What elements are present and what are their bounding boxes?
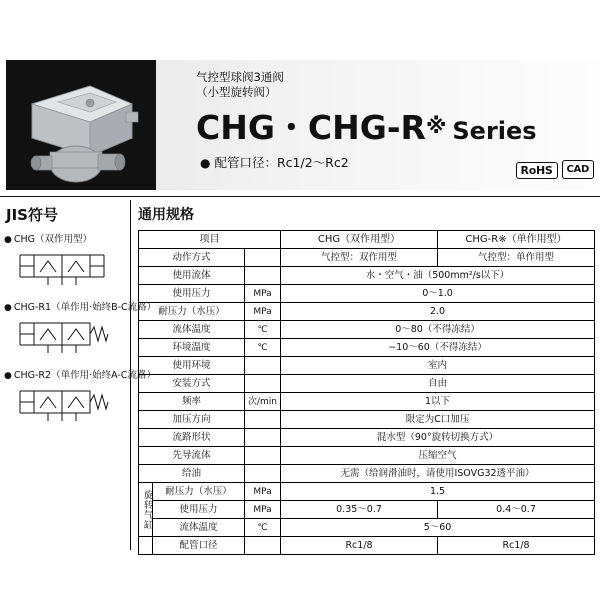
table-header-row xyxy=(139,231,595,249)
row-item-label: 使用流体 xyxy=(139,267,245,285)
jis-label-chg-r2-text: CHG-R2（单作用·始终A-C流路） xyxy=(13,370,156,381)
table-row xyxy=(139,465,595,483)
row-unit xyxy=(245,465,281,483)
row-unit: MPa xyxy=(245,483,281,501)
row-value-chgr: 0.4～0.7 xyxy=(438,501,595,519)
row-item-label: 流体温度 xyxy=(139,321,245,339)
col-header-chgr: CHG-R※（单作用型） xyxy=(438,231,595,249)
row-item-label: 使用压力 xyxy=(139,285,245,303)
table-row xyxy=(139,483,595,501)
row-value-merged: −10～60（不得冻结） xyxy=(281,339,595,357)
header-divider xyxy=(0,196,600,197)
bullet-icon: ● xyxy=(4,235,12,245)
spec-section xyxy=(138,204,594,555)
table-row xyxy=(139,375,595,393)
rotary-group-label: 旋转气缸 xyxy=(139,483,153,537)
bullet-icon: ● xyxy=(200,156,211,170)
badge-group xyxy=(516,160,594,179)
row-value-chgr: Rc1/8 xyxy=(438,537,595,555)
bullet-icon: ● xyxy=(4,371,12,381)
table-row xyxy=(139,501,595,519)
jis-symbol-section xyxy=(4,204,157,433)
jis-label-chg xyxy=(4,231,130,245)
row-value-merged: 压缩空气 xyxy=(281,447,595,465)
row-item-label: 给油 xyxy=(139,465,245,483)
header xyxy=(0,60,600,190)
row-unit: MPa xyxy=(245,501,281,519)
row-item-label: 流路形状 xyxy=(139,429,245,447)
table-row xyxy=(139,321,595,339)
port-size-text: 配管口径：Rc1/2～Rc2 xyxy=(214,155,349,170)
row-value-merged: 无需（给润滑油时，请使用ISOVG32透平油） xyxy=(281,465,595,483)
jis-label-chg-text: CHG（双作用型） xyxy=(13,234,92,245)
row-value-merged: 5～60 xyxy=(281,519,595,537)
col-header-chg: CHG（双作用型） xyxy=(281,231,438,249)
table-row xyxy=(139,339,595,357)
row-item-label: 动作方式 xyxy=(139,249,245,267)
row-item-label: 频率 xyxy=(139,393,245,411)
row-value-merged: 混水型（90°旋转切换方式） xyxy=(281,429,595,447)
row-value-merged: 自由 xyxy=(281,375,595,393)
title-series-text: Series xyxy=(452,117,537,145)
row-unit xyxy=(245,375,281,393)
rohs-badge: RoHS xyxy=(516,162,558,179)
row-unit xyxy=(245,267,281,285)
row-item-label: 流体温度 xyxy=(153,519,245,537)
row-unit: ℃ xyxy=(245,519,281,537)
row-value-merged: 1以下 xyxy=(281,393,595,411)
jis-diagram-chg xyxy=(12,247,130,295)
table-row xyxy=(139,393,595,411)
ball-valve-illustration xyxy=(6,60,156,190)
table-row xyxy=(139,537,595,555)
row-item-label: 耐压力（水压） xyxy=(153,483,245,501)
jis-label-chg-r1 xyxy=(4,299,157,313)
row-value-merged: 2.0 xyxy=(281,303,595,321)
row-unit xyxy=(245,429,281,447)
page-title xyxy=(196,102,537,149)
table-row xyxy=(139,411,595,429)
table-row xyxy=(139,357,595,375)
row-unit xyxy=(245,537,281,555)
bullet-icon: ● xyxy=(4,303,12,313)
spec-section-title: 通用规格 xyxy=(138,207,194,223)
table-row xyxy=(139,303,595,321)
subtitle-line-2: （小型旋转阀） xyxy=(196,85,277,99)
jis-label-chg-r2 xyxy=(4,367,156,381)
table-row xyxy=(139,519,595,537)
spec-table xyxy=(138,230,595,555)
title-main-text: CHG・CHG-R xyxy=(196,108,426,147)
row-unit xyxy=(245,447,281,465)
row-item-label: 环境温度 xyxy=(139,339,245,357)
port-size-note xyxy=(200,153,349,171)
table-row xyxy=(139,285,595,303)
row-item-label: 先导流体 xyxy=(139,447,245,465)
spacer-cell xyxy=(139,537,153,555)
col-header-item: 项目 xyxy=(139,231,281,249)
subtitle-line-1: 气控型球阀3通阀 xyxy=(196,70,284,84)
row-unit xyxy=(245,249,281,267)
row-value-merged: 室内 xyxy=(281,357,595,375)
table-row xyxy=(139,249,595,267)
row-item-label: 加压方向 xyxy=(139,411,245,429)
row-value-chg: 0.35～0.7 xyxy=(281,501,438,519)
row-value-merged: 限定为C口加压 xyxy=(281,411,595,429)
row-unit: MPa xyxy=(245,285,281,303)
jis-section-title: JIS符号 xyxy=(6,206,58,224)
row-unit xyxy=(245,411,281,429)
title-star-mark: ※ xyxy=(425,114,447,138)
jis-label-chg-r1-text: CHG-R1（单作用·始终B-C流路） xyxy=(13,302,157,313)
table-row xyxy=(139,429,595,447)
row-value-chg: 气控型：双作用型 xyxy=(281,249,438,267)
row-unit: ℃ xyxy=(245,321,281,339)
row-unit xyxy=(245,357,281,375)
product-subtitle xyxy=(196,70,284,100)
row-item-label: 使用压力 xyxy=(153,501,245,519)
jis-diagram-chg-r1 xyxy=(12,315,130,363)
row-unit: 次/min xyxy=(245,393,281,411)
cad-badge: CAD xyxy=(562,160,594,179)
row-value-merged: 0～80（不得冻结） xyxy=(281,321,595,339)
row-unit: MPa xyxy=(245,303,281,321)
row-item-label: 耐压力（水压） xyxy=(139,303,245,321)
row-value-chgr: 气控型：单作用型 xyxy=(438,249,595,267)
row-item-label: 配管口径 xyxy=(153,537,245,555)
table-row xyxy=(139,447,595,465)
row-value-merged: 水・空气・油（500mm²/s以下） xyxy=(281,267,595,285)
table-row xyxy=(139,267,595,285)
row-value-merged: 0～1.0 xyxy=(281,285,595,303)
row-unit: ℃ xyxy=(245,339,281,357)
product-photo xyxy=(6,60,156,190)
row-value-chg: Rc1/8 xyxy=(281,537,438,555)
row-value-merged: 1.5 xyxy=(281,483,595,501)
jis-diagram-chg-r2 xyxy=(12,383,130,431)
row-item-label: 使用环境 xyxy=(139,357,245,375)
row-item-label: 安装方式 xyxy=(139,375,245,393)
